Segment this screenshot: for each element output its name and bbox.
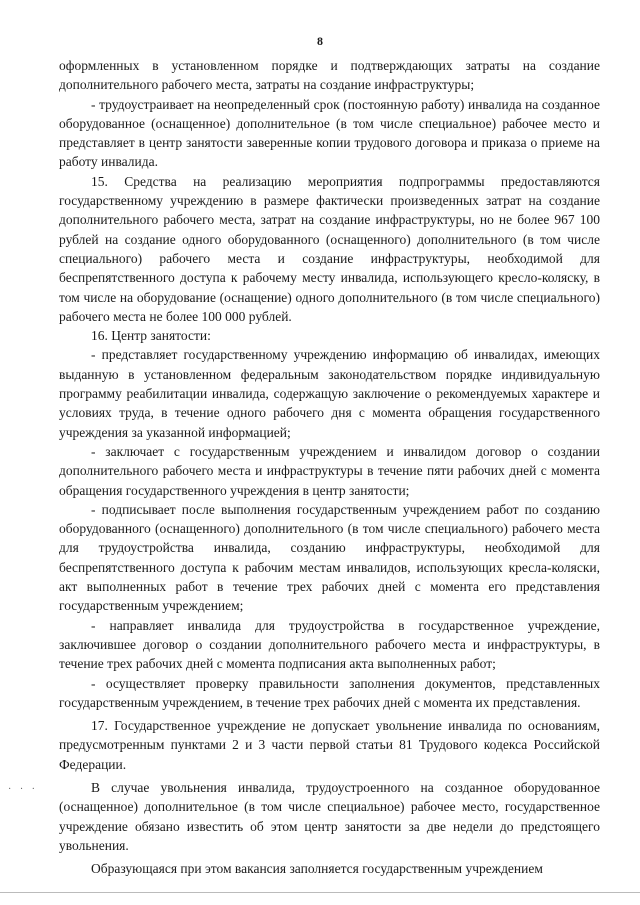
paragraph-item-provides-info: - представляет государственному учреждению информацию об инвалидах, имеющих выданную в установленном федеральным законодательством порядке индивидуальную программу реабилитации инвалида, содержащую заключение о рекомендуемых характере и условиях труда, в течение одного рабочего дня с момента обращения государственного учреждения за указанной информацией; xyxy=(59,347,600,440)
paragraph-section-15: 15. Средства на реализацию мероприятия подпрограммы предоставляются государственному учреждению в размере фактически произведенных затрат на создание дополнительного рабочего места, затрат на создание инфраструктуры, но не более 967 100 рублей на создание одного оборудованного (оснащенного) дополнительного (в том числе специального) рабочего места и создание инфраструктуры, необходимой для беспрепятственного доступа к рабочему месту инвалида, использующего кресло-коляску, в том числе на оборудование (оснащение) одного дополнительного (в том числе специального) рабочего места не более 100 000 рублей. xyxy=(59,173,600,324)
document-body xyxy=(59,56,600,878)
paragraph-dismissal-notice: В случае увольнения инвалида, трудоустроенного на созданное оборудованное (оснащенное) дополнительное (в том числе специальное) рабочее место, государственное учреждение обязано известить об этом центр занятости за две недели до предстоящего увольнения. xyxy=(59,779,600,853)
paragraph-item-signs-act: - подписывает после выполнения государственным учреждением работ по созданию оборудованного (оснащенного) дополнительного (в том числе специального) рабочего места для трудоустройства инвалида, созданию инфраструктуры, необходимой для беспрепятственного доступа к рабочим местам инвалидов, использующих кресла-коляски, акт выполненных работ в течение трех рабочих дней с момента его представления государственным учреждением; xyxy=(59,501,600,614)
paragraph-item-concludes-contract: - заключает с государственным учреждением и инвалидом договор о создании дополнительного рабочего места и инфраструктуры в течение пяти рабочих дней с момента обращения государственного учреждения в центр занятости; xyxy=(59,443,600,498)
paragraph-vacancy: Образующаяся при этом вакансия заполняется государственным учреждением xyxy=(91,861,543,877)
paragraph-item-verifies-documents: - осуществляет проверку правильности заполнения документов, представленных государственным учреждением, в течение трех рабочих дней с момента их представления. xyxy=(59,675,600,710)
page-number: 8 xyxy=(317,34,323,48)
paragraph-section-17: 17. Государственное учреждение не допускает увольнение инвалида по основаниям, предусмотренным пунктами 2 и 3 части первой статьи 81 Трудового кодекса Российской Федерации. xyxy=(59,718,600,772)
page-bottom-rule xyxy=(0,892,640,893)
scan-margin-mark: · · · xyxy=(8,784,38,795)
paragraph-section-16-heading: 16. Центр занятости: xyxy=(91,328,211,344)
paragraph-employment-item: - трудоустраивает на неопределенный срок (постоянную работу) инвалида на созданное оборудованное (оснащенное) дополнительное (в том числе специальное) рабочее место и представляет в центр занятости заверенные копии трудового договора и приказа о приеме на работу инвалида. xyxy=(59,96,600,170)
paragraph-item-sends-disabled: - направляет инвалида для трудоустройства в государственное учреждение, заключившее договор о создании дополнительного рабочего места и инфраструктуры, в течение трех рабочих дней с момента подписания акта выполненных работ; xyxy=(59,617,600,672)
paragraph-continuation: оформленных в установленном порядке и подтверждающих затраты на создание дополнительного рабочего места, затраты на создание инфраструктуры; xyxy=(59,58,600,93)
